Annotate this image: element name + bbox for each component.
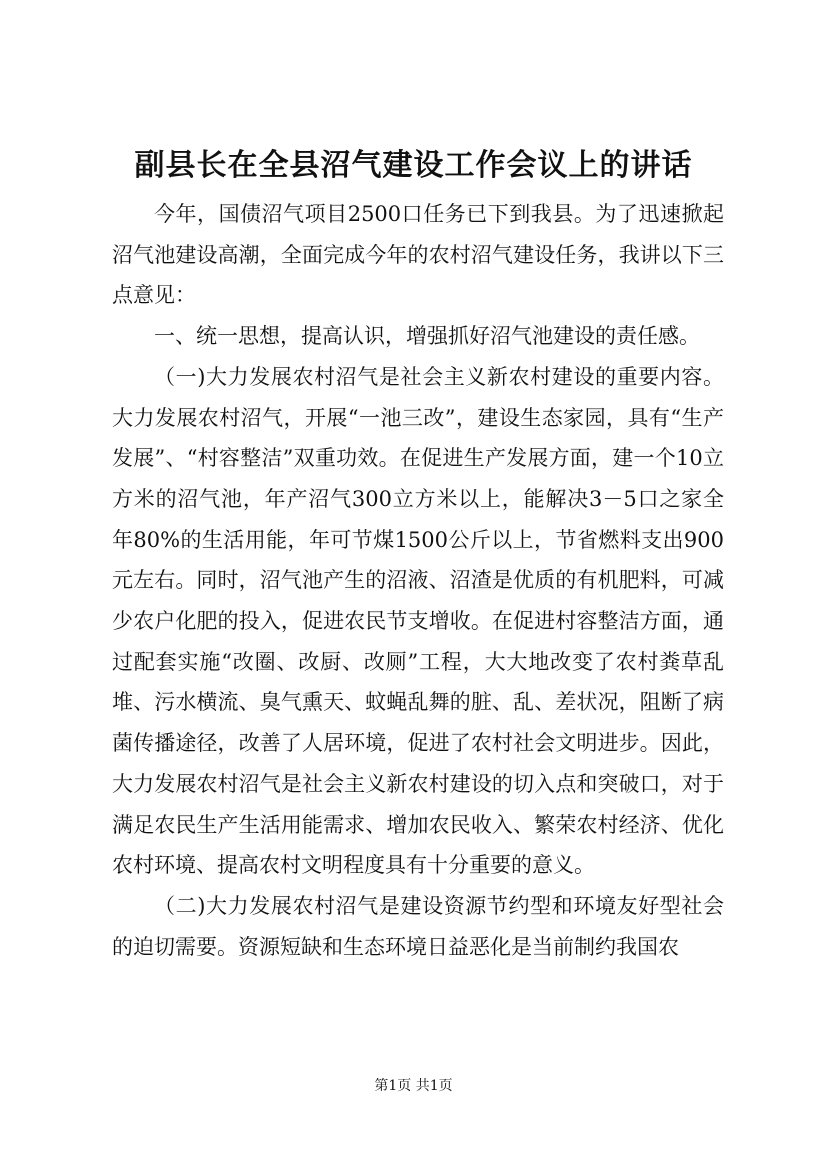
page-footer: 第1页 共1页	[374, 1078, 453, 1094]
paragraph-intro: 今年，国债沼气项目2500口任务已下到我县。为了迅速掀起沼气池建设高潮，全面完成今年的农村沼气建设任务，我讲以下三点意见：	[112, 202, 724, 308]
document-title: 副县长在全县沼气建设工作会议上的讲话	[134, 148, 693, 183]
paragraph-point-two: （二)大力发展农村沼气是建设资源节约型和环境友好型社会的迫切需要。资源短缺和生态环境日益恶化是当前制约我国农	[112, 893, 724, 959]
paragraph-section-heading: 一、统一思想，提高认识，增强抓好沼气池建设的责任感。	[154, 324, 700, 349]
document-body	[112, 194, 724, 967]
paragraph-point-one: （一)大力发展农村沼气是社会主义新农村建设的重要内容。大力发展农村沼气，开展“一池三改”，建设生态家园，具有“生产发展”、“村容整洁”双重功效。在促进生产发展方面，建一个10立方米的沼气池，年产沼气300立方米以上，能解决3－5口之家全年80%的生活用能，年可节煤1500公斤以上，节省燃料支出900元左右。同时，沼气池产生的沼液、沼渣是优质的有机肥料，可减少农户化肥的投入，促进农民节支增收。在促进村容整洁方面，通过配套实施“改圈、改厨、改厕”工程，大大地改变了农村粪草乱堆、污水横流、臭气熏天、蚊蝇乱舞的脏、乱、差状况，阻断了病菌传播途径，改善了人居环境，促进了农村社会文明进步。因此，大力发展农村沼气是社会主义新农村建设的切入点和突破口，对于满足农民生产生活用能需求、增加农民收入、繁荣农村经济、优化农村环境、提高农村文明程度具有十分重要的意义。	[112, 364, 724, 878]
